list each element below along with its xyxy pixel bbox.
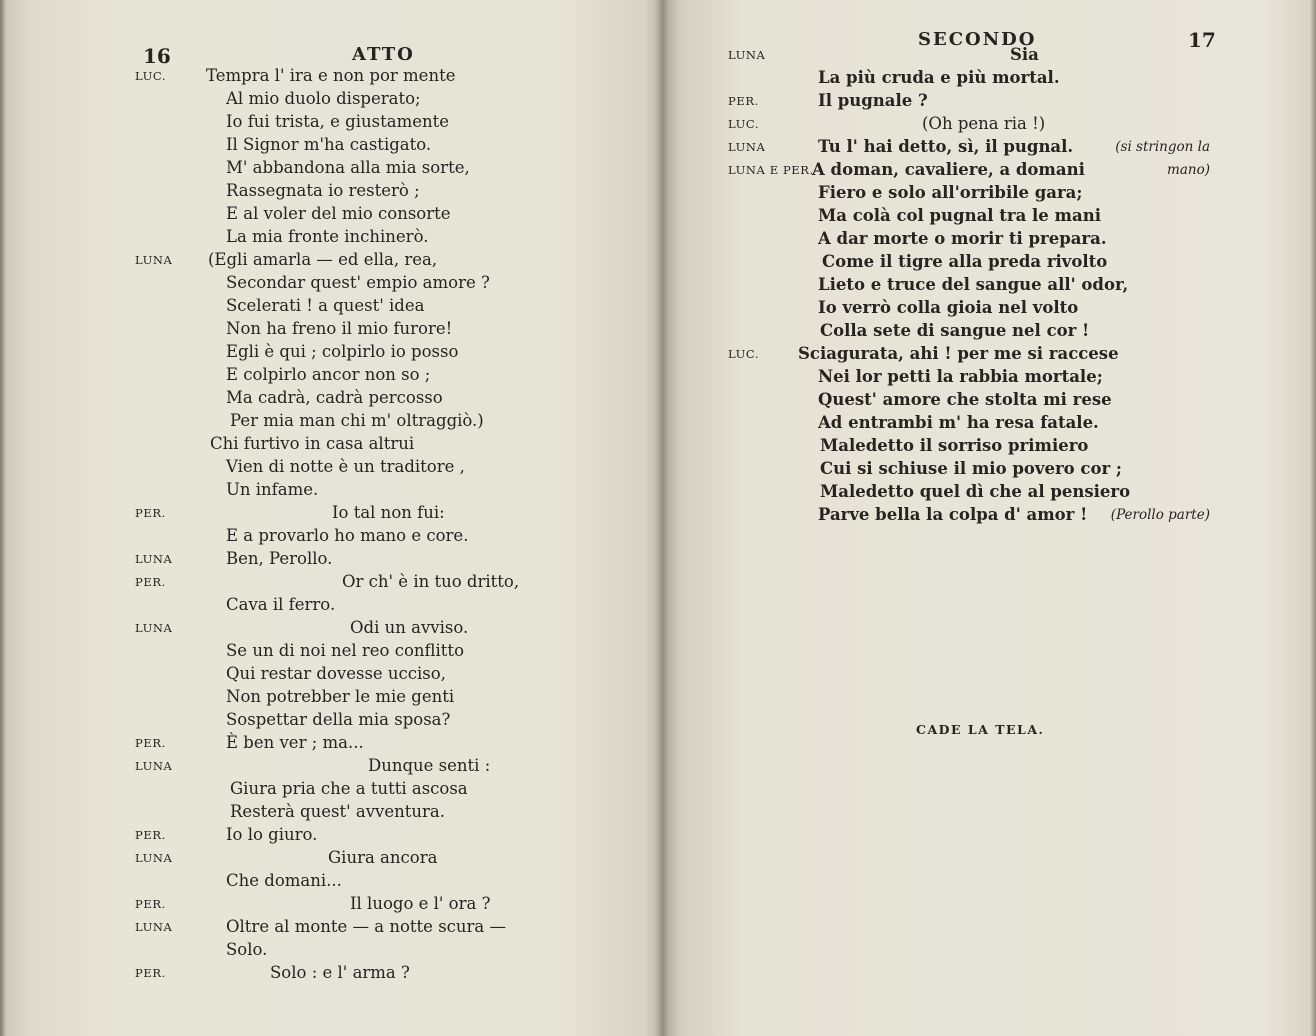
speaker-label: PER.: [135, 828, 166, 842]
speaker-label: PER.: [728, 94, 759, 108]
verse-line: Chi furtivo in casa altrui: [210, 434, 415, 453]
speaker-label: LUNA: [728, 48, 766, 62]
right-page-number: 17: [1188, 28, 1216, 52]
curtain-line: CADE LA TELA.: [916, 722, 1045, 737]
stage-direction: (Perollo parte): [1110, 507, 1210, 523]
verse-line: (Egli amarla — ed ella, rea,: [208, 250, 438, 269]
verse-line: Colla sete di sangue nel cor !: [820, 321, 1090, 340]
stage-direction: mano): [1167, 162, 1210, 178]
speaker-label: LUC.: [135, 69, 167, 83]
verse-line: Il Signor m'ha castigato.: [226, 135, 432, 154]
speaker-label: LUNA: [135, 759, 173, 773]
verse-line: Sospettar della mia sposa?: [226, 710, 451, 729]
speaker-label: PER.: [135, 575, 166, 589]
stage-direction: (si stringon la: [1115, 139, 1210, 155]
verse-line: Solo.: [226, 940, 268, 959]
verse-line: Non potrebber le mie genti: [226, 687, 455, 706]
verse-line: Scelerati ! a quest' idea: [226, 296, 425, 315]
speaker-label: PER.: [135, 506, 166, 520]
speaker-label: LUNA: [135, 621, 173, 635]
verse-line: Nei lor petti la rabbia mortale;: [818, 367, 1103, 386]
verse-line: A dar morte o morir ti prepara.: [818, 229, 1107, 248]
verse-line: Cui si schiuse il mio povero cor ;: [820, 459, 1122, 478]
verse-line: Il pugnale ?: [818, 91, 928, 110]
verse-line: Sciagurata, ahi ! per me si raccese: [798, 344, 1119, 363]
speaker-label: LUNA: [135, 253, 173, 267]
verse-line: Secondar quest' empio amore ?: [226, 273, 490, 292]
verse-line: Solo : e l' arma ?: [270, 963, 410, 982]
verse-line: Io fui trista, e giustamente: [226, 112, 450, 131]
verse-line: Ma colà col pugnal tra le mani: [818, 206, 1101, 225]
speaker-label: PER.: [135, 966, 166, 980]
verse-line: Al mio duolo disperato;: [226, 89, 421, 108]
verse-line: A doman, cavaliere, a domani: [812, 160, 1085, 179]
verse-line: La mia fronte inchinerò.: [226, 227, 429, 246]
verse-line: M' abbandona alla mia sorte,: [226, 158, 470, 177]
verse-line: È ben ver ; ma...: [226, 733, 364, 752]
left-page-edge: [0, 0, 6, 1036]
left-page-number: 16: [143, 44, 171, 68]
verse-line: Un infame.: [226, 480, 319, 499]
book-gutter: [655, 0, 669, 1036]
verse-line: Egli è qui ; colpirlo io posso: [226, 342, 459, 361]
verse-line: Rassegnata io resterò ;: [226, 181, 420, 200]
verse-line: Resterà quest' avventura.: [230, 802, 445, 821]
verse-line: Cava il ferro.: [226, 595, 336, 614]
verse-line: Odi un avviso.: [350, 618, 469, 637]
verse-line: Lieto e truce del sangue all' odor,: [818, 275, 1129, 294]
verse-line: Il luogo e l' ora ?: [350, 894, 491, 913]
verse-line: Dunque senti :: [368, 756, 491, 775]
left-running-head: ATTO: [352, 44, 415, 65]
speaker-label: LUNA: [135, 851, 173, 865]
verse-line: Ben, Perollo.: [226, 549, 333, 568]
verse-line: Io lo giuro.: [226, 825, 318, 844]
verse-line: Qui restar dovesse ucciso,: [226, 664, 446, 683]
verse-line: Giura ancora: [328, 848, 438, 867]
verse-line: Come il tigre alla preda rivolto: [822, 252, 1108, 271]
verse-line: E a provarlo ho mano e core.: [226, 526, 469, 545]
verse-line: Io tal non fui:: [332, 503, 445, 522]
verse-line: Quest' amore che stolta mi rese: [818, 390, 1112, 409]
verse-line: Or ch' è in tuo dritto,: [342, 572, 520, 591]
speaker-label: LUC.: [728, 347, 760, 361]
verse-line: Ma cadrà, cadrà percosso: [226, 388, 443, 407]
right-running-head: SECONDO: [918, 29, 1037, 50]
verse-line: Sia: [1010, 45, 1039, 64]
verse-line: Io verrò colla gioia nel volto: [818, 298, 1079, 317]
verse-line: Tempra l' ira e non por mente: [206, 66, 456, 85]
verse-line: Maledetto il sorriso primiero: [820, 436, 1089, 455]
verse-line: Giura pria che a tutti ascosa: [230, 779, 468, 798]
speaker-label: LUNA: [728, 140, 766, 154]
verse-line: Non ha freno il mio furore!: [226, 319, 453, 338]
speaker-label: LUNA E PER.: [728, 163, 814, 177]
speaker-label: LUC.: [728, 117, 760, 131]
verse-line: La più cruda e più mortal.: [818, 68, 1060, 87]
verse-line: E al voler del mio consorte: [226, 204, 451, 223]
verse-line: Maledetto quel dì che al pensiero: [820, 482, 1131, 501]
verse-line: Se un di noi nel reo conflitto: [226, 641, 465, 660]
verse-line: Che domani...: [226, 871, 342, 890]
verse-line: Ad entrambi m' ha resa fatale.: [818, 413, 1099, 432]
speaker-label: PER.: [135, 736, 166, 750]
speaker-label: LUNA: [135, 552, 173, 566]
verse-line: Parve bella la colpa d' amor !: [818, 505, 1088, 524]
speaker-label: PER.: [135, 897, 166, 911]
verse-line: Tu l' hai detto, sì, il pugnal.: [818, 137, 1074, 156]
verse-line: Fiero e solo all'orribile gara;: [818, 183, 1083, 202]
verse-line: Vien di notte è un traditore ,: [226, 457, 465, 476]
speaker-label: LUNA: [135, 920, 173, 934]
verse-line: Oltre al monte — a notte scura —: [226, 917, 507, 936]
right-page-edge: [1310, 0, 1316, 1036]
verse-line: (Oh pena ria !): [922, 114, 1046, 133]
verse-line: E colpirlo ancor non so ;: [226, 365, 431, 384]
verse-line: Per mia man chi m' oltraggiò.): [230, 411, 484, 430]
right-page: [662, 0, 1316, 1036]
